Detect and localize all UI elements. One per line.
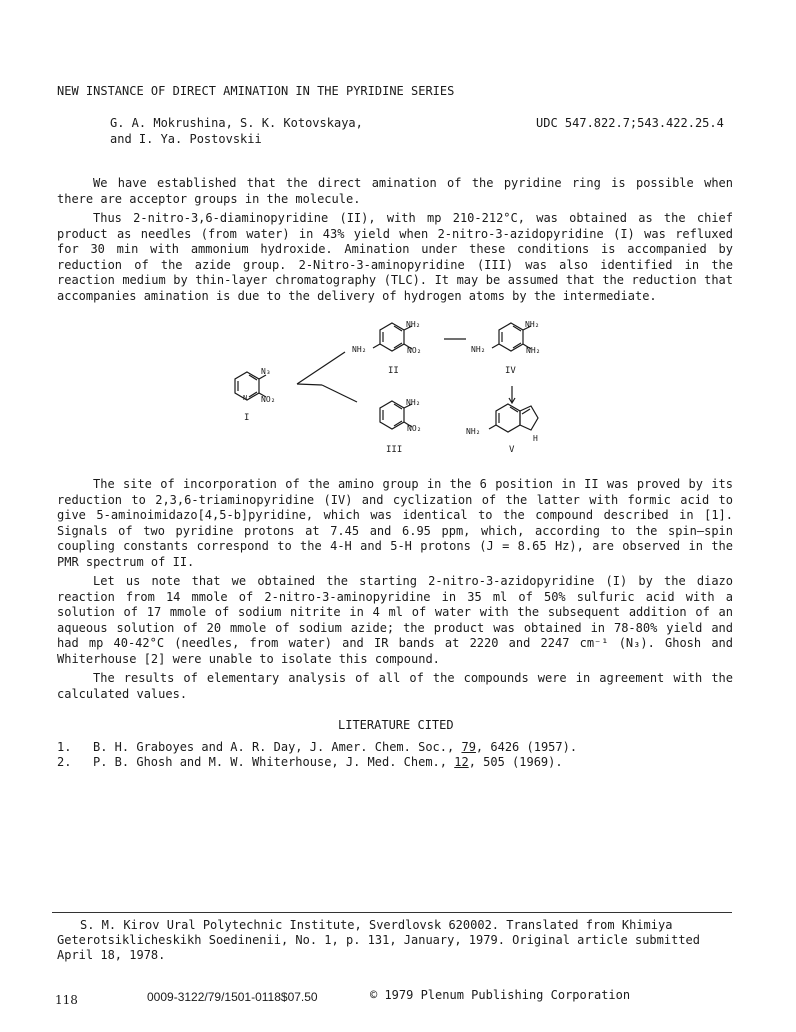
compound-III-nh2: NH₂ xyxy=(406,398,421,407)
arrow-to-II xyxy=(297,352,345,384)
compound-IV-nh2-right: NH₂ xyxy=(526,346,541,355)
paragraph-3: The site of incorporation of the amino group in the 6 position in II was proved by its reduction to 2,3,6-triaminopyridine (IV) and cyclization of the latter with formic acid to give 5-aminoimidazo[4,5-b]pyridine, which was identical to the compound described in [1]. Signals of two pyridine protons at 7.45 and 6.95 ppm, which, according to the spin—spin coupling constants correspond to the 4-H and 5-H protons (J = 8.65 Hz), are observed in the PMR spectrum of II. xyxy=(57,477,733,569)
authors-line-1: G. A. Mokrushina, S. K. Kotovskaya, xyxy=(110,116,363,130)
paragraph-1: We have established that the direct amination of the pyridine ring is possible when there are acceptor groups in the molecule. xyxy=(57,176,733,206)
label-compound-V: V xyxy=(509,445,515,455)
compound-I-n3: N₃ xyxy=(261,367,271,376)
compound-III-no2: NO₂ xyxy=(407,424,422,433)
footnote-rule xyxy=(52,912,732,913)
footnote-line-2: Geterotsiklicheskikh Soedinenii, No. 1, p. 131, January, 1979. Original article submitted xyxy=(57,933,700,947)
compound-II-nh2-top: NH₂ xyxy=(406,320,421,329)
paragraph-2: Thus 2-nitro-3,6-diaminopyridine (II), with mp 210-212°C, was obtained as the chief product as needles (from water) in 43% yield when 2-nitro-3-azidopyridine (I) was refluxed for 30 min with ammonium hydroxide. Amination under these conditions is accompanied by reduction of the azide group. 2-Nitro-3-aminopyridine (III) was also identified in the reaction medium by thin-layer chromatography (TLC). It may be assumed that the reduction that accompanies amination is due to the delivery of hydrogen atoms by the intermediate. xyxy=(57,211,733,303)
label-compound-IV: IV xyxy=(505,366,516,376)
compound-V-nh: H xyxy=(533,434,538,443)
compound-IV-nh2-left: NH₂ xyxy=(471,345,486,354)
footnote-line-1: S. M. Kirov Ural Polytechnic Institute, Sverdlovsk 620002. Translated from Khimiya xyxy=(80,918,673,932)
arrow-to-III xyxy=(322,385,357,402)
label-compound-I: I xyxy=(244,413,250,423)
paragraph-4: Let us note that we obtained the starting 2-nitro-3-azidopyridine (I) by the diazo reaction from 14 mmole of 2-nitro-3-aminopyridine in 35 ml of 50% sulfuric acid with a solution of 17 mmole of sodium nitrite in 4 ml of water with the subsequent addition of an aqueous solution of 20 mmole of sodium azide; the product was obtained in 78-80% yield and had mp 40-42°C (needles, from water) and IR bands at 2220 and 2247 cm⁻¹ (N₃). Ghosh and Whiterhouse [2] were unable to isolate this compound. xyxy=(57,574,733,666)
label-compound-II: II xyxy=(388,366,399,376)
udc-code: UDC 547.822.7;543.422.25.4 xyxy=(536,116,724,130)
issn-code: 0009-3122/79/1501-0118$07.50 xyxy=(147,990,318,1004)
label-compound-III: III xyxy=(386,445,403,455)
footnote-line-3: April 18, 1978. xyxy=(57,948,166,962)
compound-IV-nh2-top: NH₂ xyxy=(525,320,540,329)
copyright: © 1979 Plenum Publishing Corporation xyxy=(370,988,631,1002)
paragraph-5: The results of elementary analysis of all of the compounds were in agreement with the calculated values. xyxy=(57,671,733,701)
compound-II-nh2-left: NH₂ xyxy=(352,345,367,354)
compound-I-no2: NO₂ xyxy=(261,395,276,404)
compound-I-ring-n: N xyxy=(243,394,248,402)
page-number: 118 xyxy=(55,993,78,1007)
literature-heading: LITERATURE CITED xyxy=(338,718,454,732)
paper-title: NEW INSTANCE OF DIRECT AMINATION IN THE PYRIDINE SERIES xyxy=(57,84,455,98)
authors-line-2: and I. Ya. Postovskii xyxy=(110,132,262,146)
reference-2: 2. P. B. Ghosh and M. W. Whiterhouse, J. Med. Chem., 12, 505 (1969). xyxy=(57,755,563,769)
reference-1: 1. B. H. Graboyes and A. R. Day, J. Amer. Chem. Soc., 79, 6426 (1957). xyxy=(57,740,578,754)
compound-II-no2: NO₂ xyxy=(407,346,422,355)
compound-V-nh2: NH₂ xyxy=(466,427,481,436)
